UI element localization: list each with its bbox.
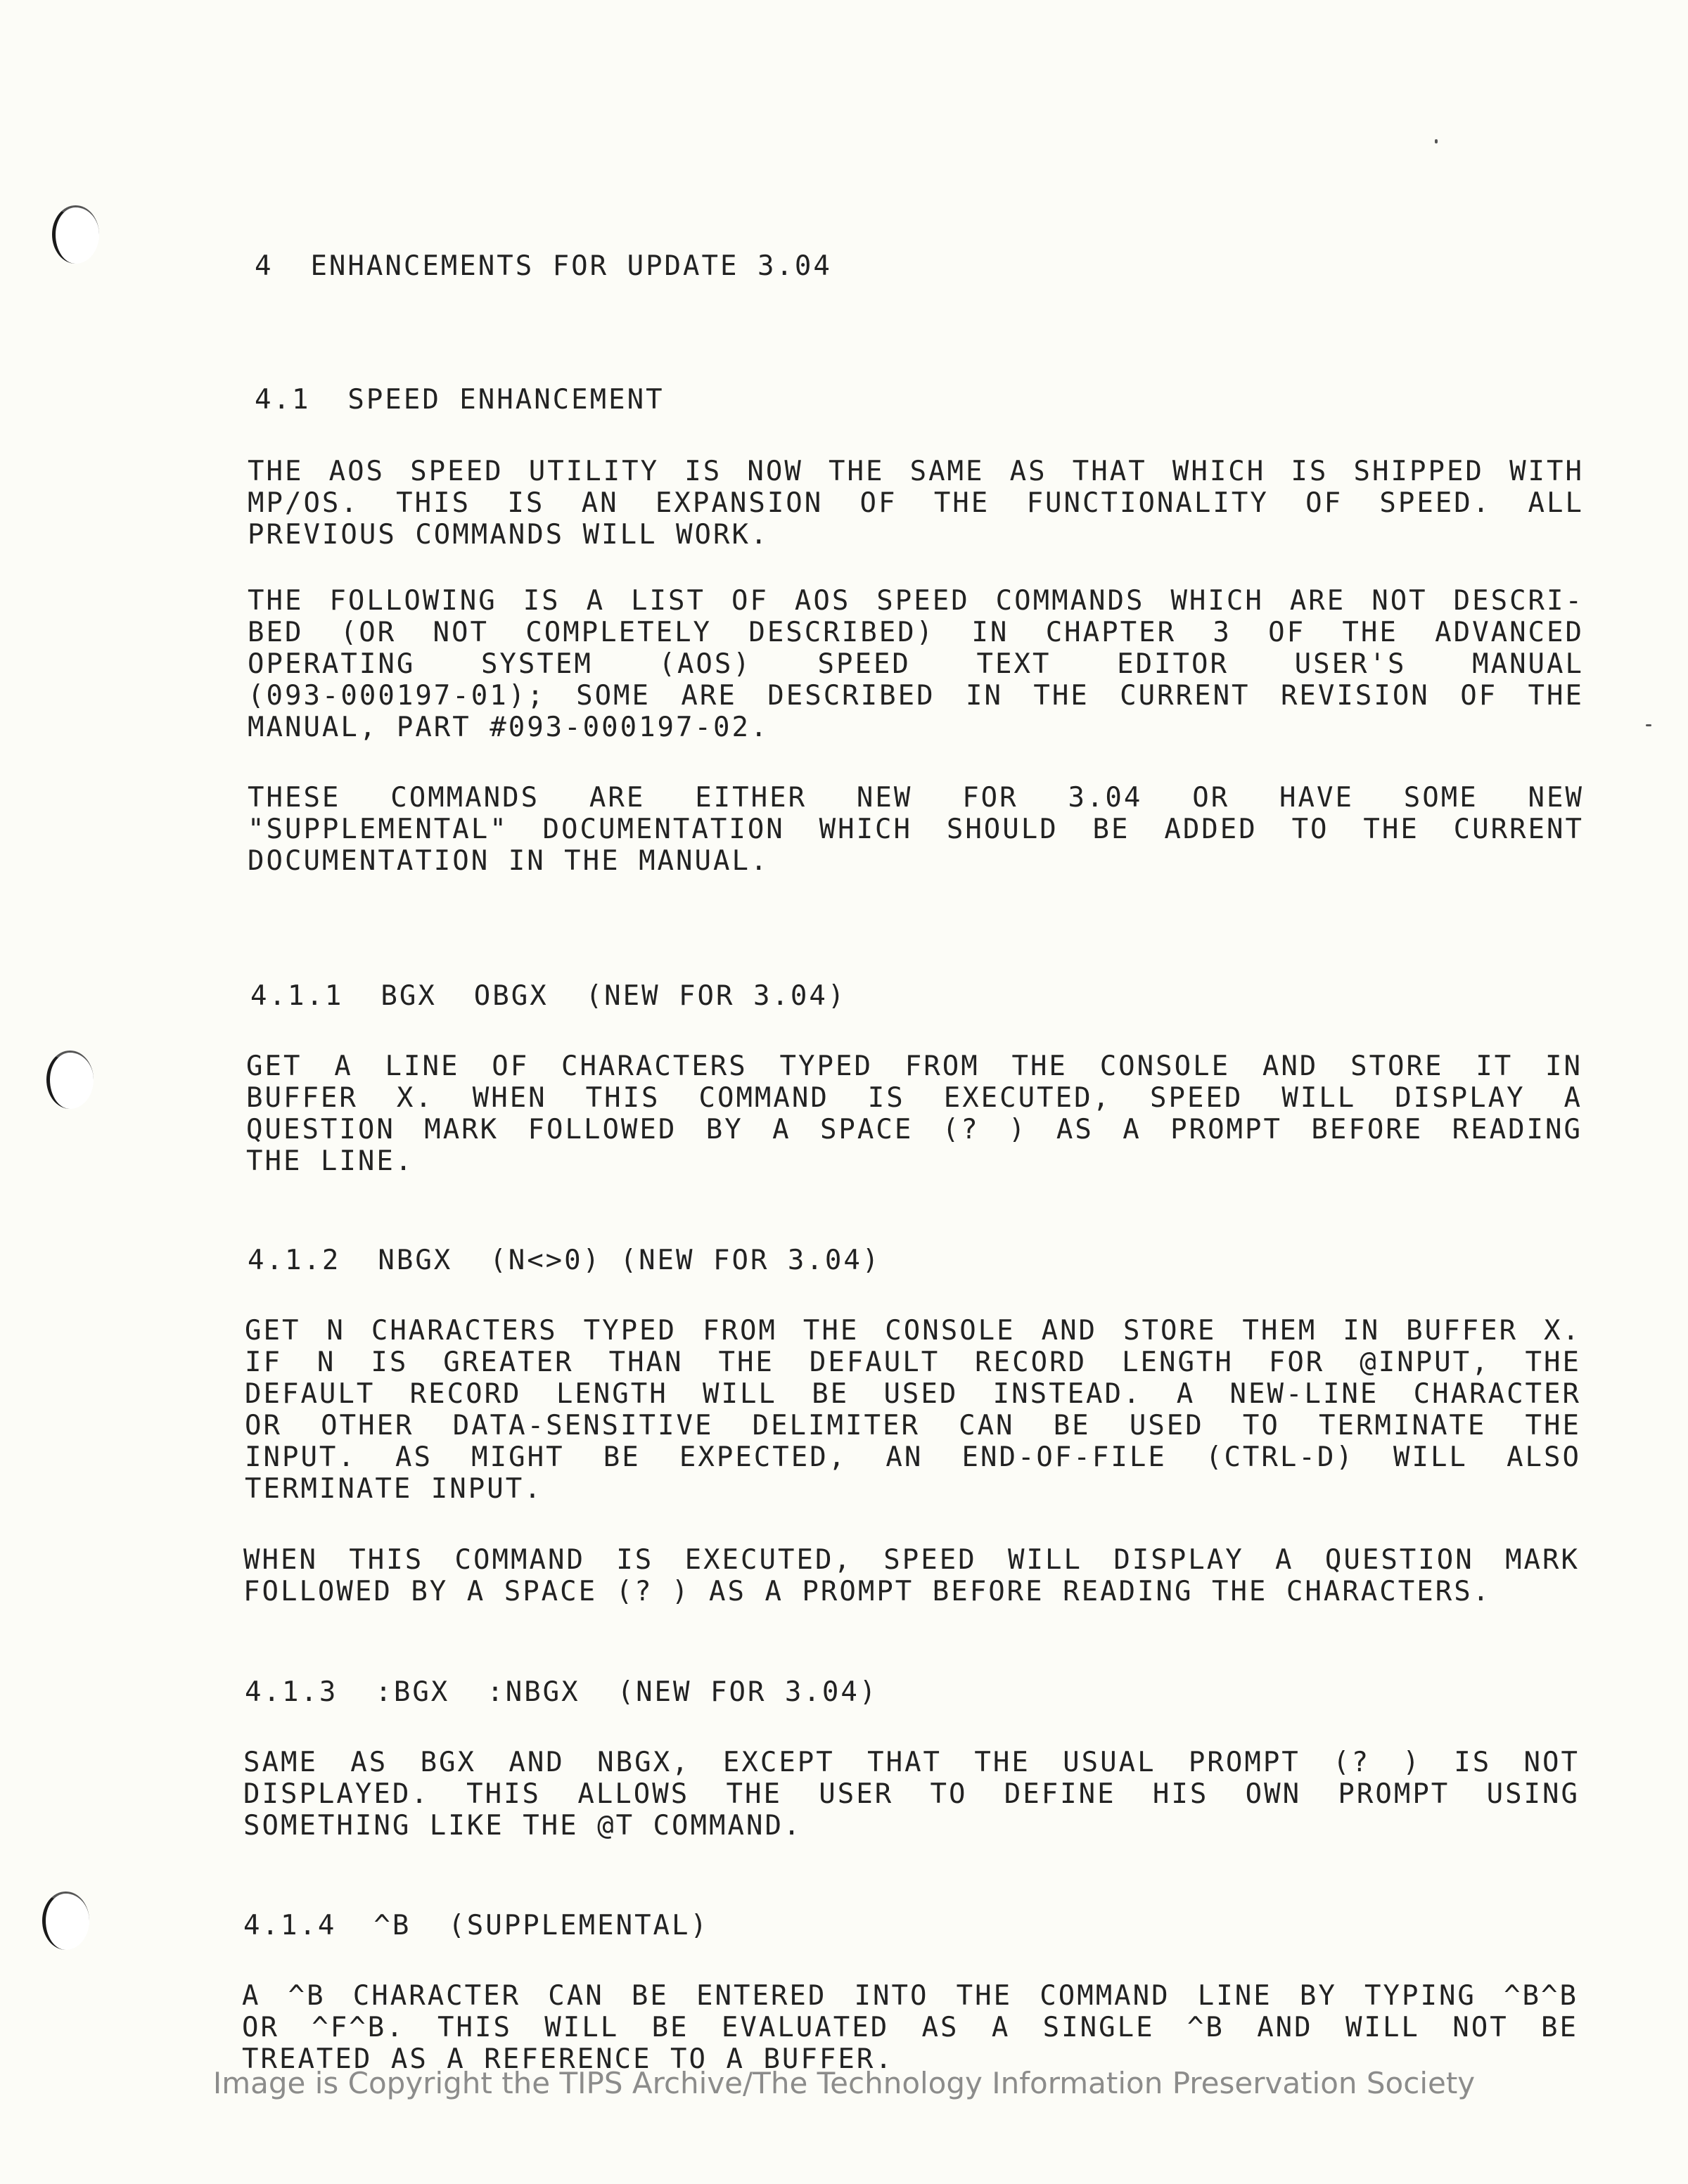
text-line: (093-000197-01); SOME ARE DESCRIBED IN THE CURRENT REVISION OF THE bbox=[248, 680, 1584, 712]
paragraph bbox=[246, 1051, 1582, 1177]
text-line: PREVIOUS COMMANDS WILL WORK. bbox=[248, 519, 769, 551]
paragraph bbox=[242, 1980, 1578, 2075]
text-line: THESE COMMANDS ARE EITHER NEW FOR 3.04 OR HAVE SOME NEW bbox=[248, 782, 1584, 814]
text-line: BED (OR NOT COMPLETELY DESCRIBED) IN CHAPTER 3 OF THE ADVANCED bbox=[248, 617, 1584, 648]
text-line: IF N IS GREATER THAN THE DEFAULT RECORD LENGTH FOR @INPUT, THE bbox=[245, 1347, 1581, 1378]
paragraph bbox=[245, 1315, 1581, 1505]
text-line: TREATED AS A REFERENCE TO A BUFFER. bbox=[242, 2043, 894, 2075]
paragraph bbox=[248, 456, 1584, 551]
section-heading: 4.1 SPEED ENHANCEMENT bbox=[255, 384, 665, 416]
chapter-heading: 4 ENHANCEMENTS FOR UPDATE 3.04 bbox=[255, 250, 832, 282]
copyright-watermark: Image is Copyright the TIPS Archive/The Technology Information Preservation Society bbox=[212, 2066, 1476, 2100]
text-line: DEFAULT RECORD LENGTH WILL BE USED INSTEAD. A NEW-LINE CHARACTER bbox=[245, 1378, 1581, 1410]
paragraph bbox=[248, 782, 1584, 877]
paragraph bbox=[243, 1544, 1580, 1607]
text-line: DOCUMENTATION IN THE MANUAL. bbox=[248, 845, 769, 877]
text-line: THE FOLLOWING IS A LIST OF AOS SPEED COMMANDS WHICH ARE NOT DESCRI- bbox=[248, 585, 1584, 617]
paragraph bbox=[248, 585, 1584, 743]
punch-hole-middle bbox=[46, 1051, 94, 1109]
text-line: TERMINATE INPUT. bbox=[245, 1473, 543, 1505]
text-line: A ^B CHARACTER CAN BE ENTERED INTO THE COMMAND LINE BY TYPING ^B^B bbox=[242, 1980, 1578, 2012]
subsection-heading: 4.1.3 :BGX :NBGX (NEW FOR 3.04) bbox=[245, 1676, 878, 1708]
subsection-heading: 4.1.2 NBGX (N<>0) (NEW FOR 3.04) bbox=[248, 1245, 881, 1276]
text-line: FOLLOWED BY A SPACE (? ) AS A PROMPT BEFORE READING THE CHARACTERS. bbox=[243, 1576, 1492, 1607]
paragraph bbox=[243, 1747, 1580, 1842]
punch-hole-top bbox=[52, 205, 99, 264]
text-line: BUFFER X. WHEN THIS COMMAND IS EXECUTED, SPEED WILL DISPLAY A bbox=[246, 1082, 1582, 1114]
scan-speck bbox=[1435, 139, 1438, 143]
text-line: THE AOS SPEED UTILITY IS NOW THE SAME AS THAT WHICH IS SHIPPED WITH bbox=[248, 456, 1584, 487]
subsection-heading: 4.1.1 BGX OBGX (NEW FOR 3.04) bbox=[250, 980, 847, 1012]
text-line: MP/OS. THIS IS AN EXPANSION OF THE FUNCTIONALITY OF SPEED. ALL bbox=[248, 487, 1584, 519]
text-line: DISPLAYED. THIS ALLOWS THE USER TO DEFINE HIS OWN PROMPT USING bbox=[243, 1778, 1580, 1810]
subsection-heading: 4.1.4 ^B (SUPPLEMENTAL) bbox=[243, 1910, 709, 1941]
text-line: SAME AS BGX AND NBGX, EXCEPT THAT THE USUAL PROMPT (? ) IS NOT bbox=[243, 1747, 1580, 1778]
text-line: QUESTION MARK FOLLOWED BY A SPACE (? ) AS A PROMPT BEFORE READING bbox=[246, 1114, 1582, 1145]
text-line: OR OTHER DATA-SENSITIVE DELIMITER CAN BE USED TO TERMINATE THE bbox=[245, 1410, 1581, 1441]
text-line: MANUAL, PART #093-000197-02. bbox=[248, 712, 769, 743]
text-line: OR ^F^B. THIS WILL BE EVALUATED AS A SINGLE ^B AND WILL NOT BE bbox=[242, 2012, 1578, 2043]
text-line: THE LINE. bbox=[246, 1145, 414, 1177]
text-line: "SUPPLEMENTAL" DOCUMENTATION WHICH SHOULD BE ADDED TO THE CURRENT bbox=[248, 814, 1584, 845]
text-line: SOMETHING LIKE THE @T COMMAND. bbox=[243, 1810, 803, 1842]
text-line: GET A LINE OF CHARACTERS TYPED FROM THE CONSOLE AND STORE IT IN bbox=[246, 1051, 1582, 1082]
text-line: OPERATING SYSTEM (AOS) SPEED TEXT EDITOR USER'S MANUAL bbox=[248, 648, 1584, 680]
text-line: GET N CHARACTERS TYPED FROM THE CONSOLE AND STORE THEM IN BUFFER X. bbox=[245, 1315, 1581, 1347]
text-line: INPUT. AS MIGHT BE EXPECTED, AN END-OF-FILE (CTRL-D) WILL ALSO bbox=[245, 1441, 1581, 1473]
scan-speck bbox=[1646, 724, 1651, 726]
punch-hole-bottom bbox=[42, 1891, 89, 1950]
text-line: WHEN THIS COMMAND IS EXECUTED, SPEED WILL DISPLAY A QUESTION MARK bbox=[243, 1544, 1580, 1576]
